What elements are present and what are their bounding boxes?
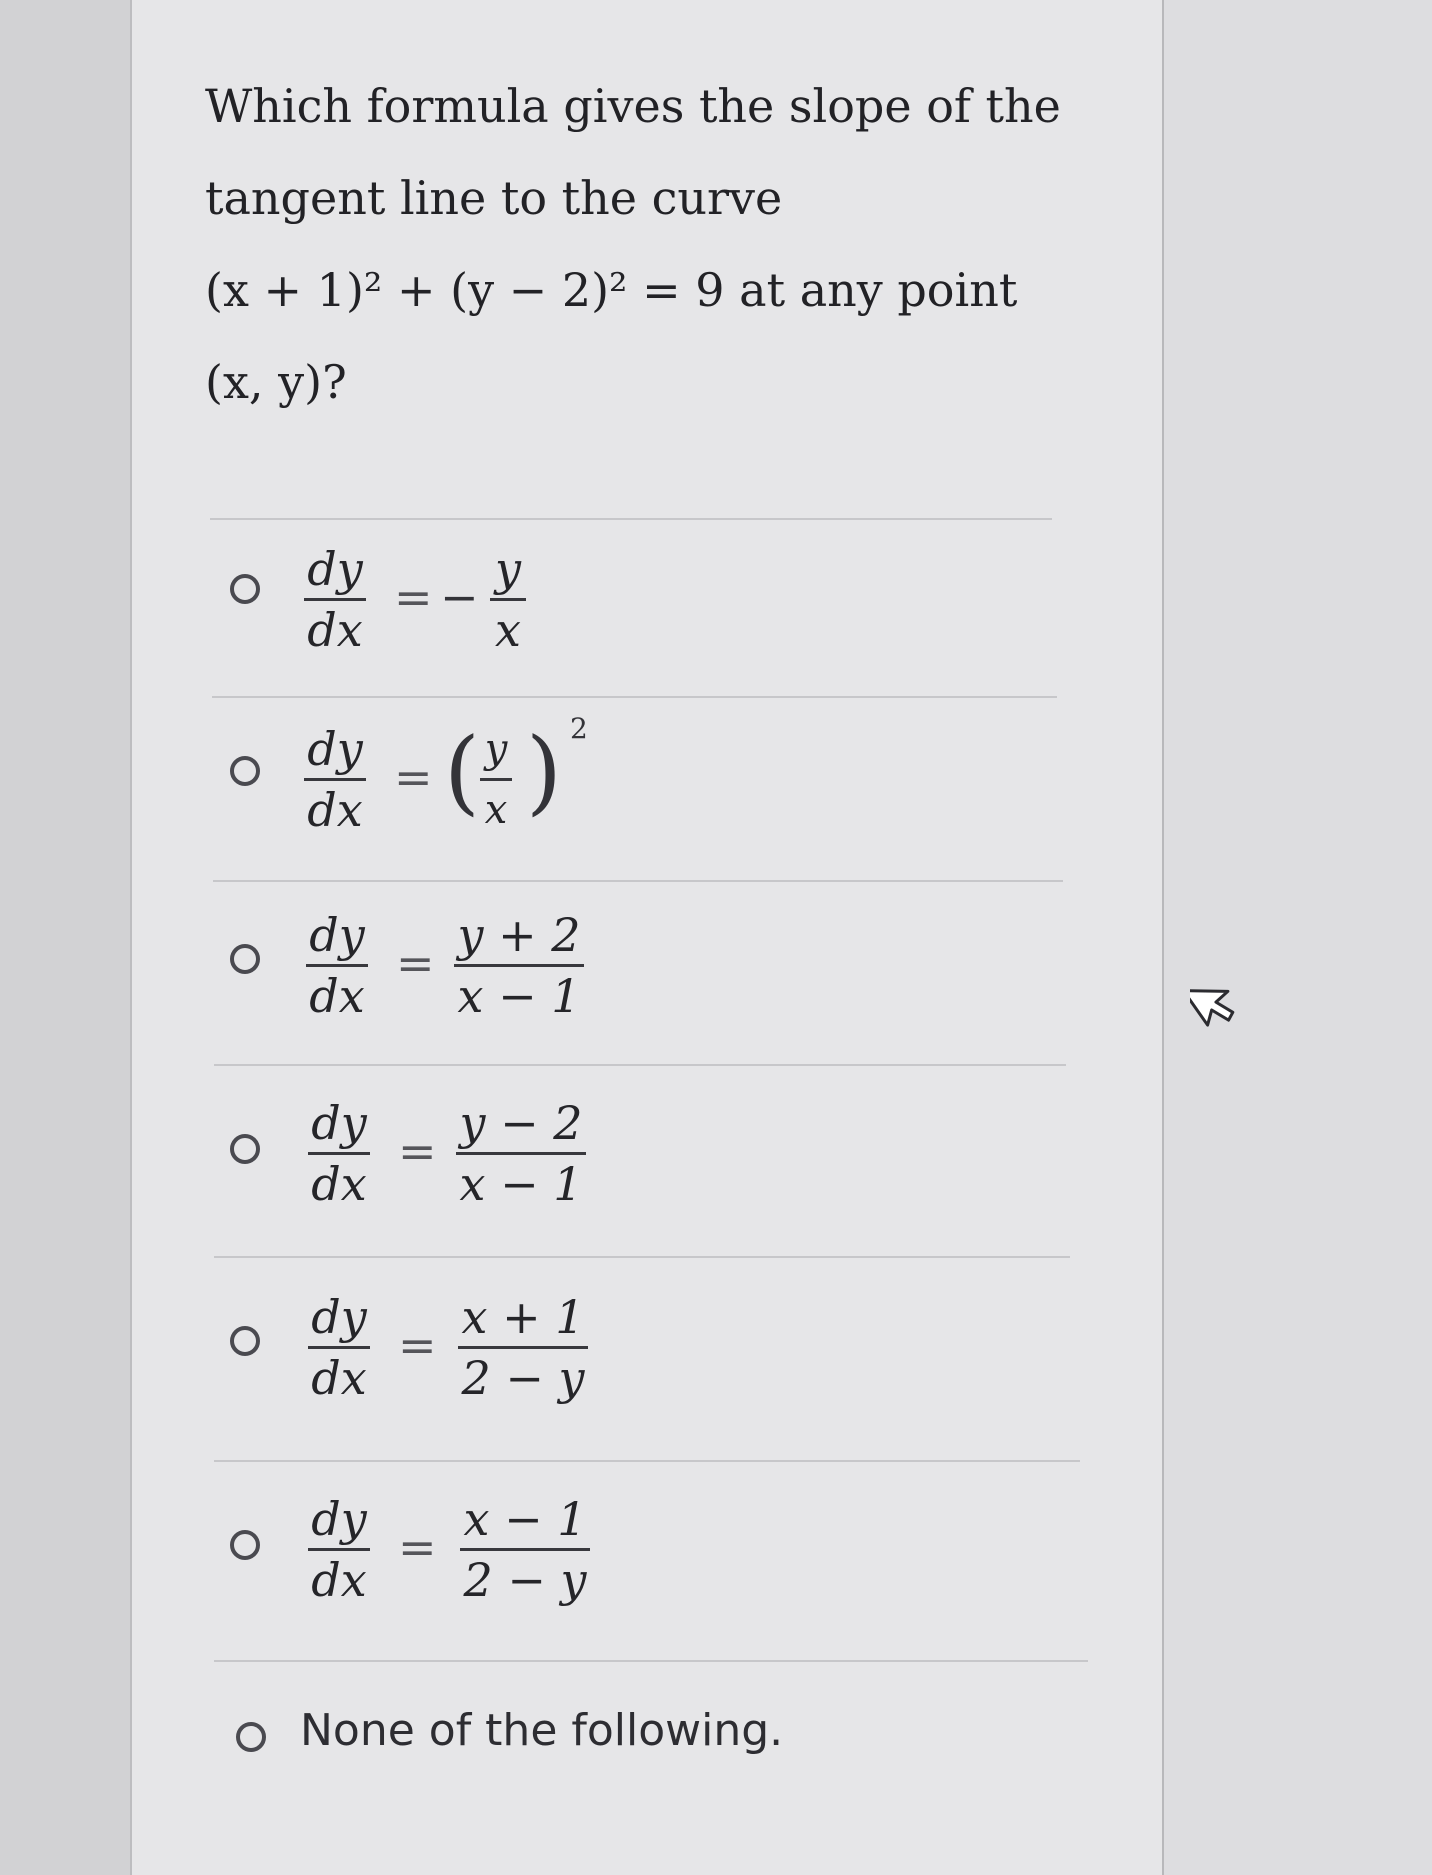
lhs-fraction: dy dx: [306, 906, 368, 1025]
radio-button[interactable]: [230, 944, 260, 974]
exponent: 2: [570, 712, 588, 745]
equals-sign: =: [398, 1124, 437, 1178]
close-paren: ): [526, 718, 562, 825]
lhs-fraction: dy dx: [308, 1288, 370, 1407]
question-line-3: (x + 1)² + (y − 2)² = 9 at any point: [205, 263, 1018, 317]
question-text: [205, 60, 1085, 428]
divider: [214, 1256, 1070, 1258]
background-right: [1164, 0, 1432, 1875]
option-6[interactable]: [228, 1484, 1068, 1634]
option-3[interactable]: [228, 902, 1068, 1052]
divider: [214, 1460, 1080, 1462]
radio-button[interactable]: [230, 574, 260, 604]
equals-sign: =: [398, 1318, 437, 1372]
lhs-fraction: dy dx: [308, 1490, 370, 1609]
rhs-fraction: x + 1 2 − y: [458, 1288, 588, 1407]
divider: [214, 1064, 1066, 1066]
lhs-fraction: dy dx: [308, 1094, 370, 1213]
divider: [214, 1660, 1088, 1662]
lhs-fraction: dy dx: [304, 720, 366, 839]
divider: [213, 880, 1063, 882]
open-paren: (: [444, 718, 480, 825]
background-left: [0, 0, 132, 1875]
rhs-fraction: x − 1 2 − y: [460, 1490, 590, 1609]
radio-button[interactable]: [230, 1326, 260, 1356]
divider: [212, 696, 1057, 698]
radio-button[interactable]: [230, 1530, 260, 1560]
radio-button[interactable]: [230, 756, 260, 786]
none-option-label[interactable]: None of the following.: [300, 1705, 784, 1756]
question-line-1: Which formula gives the slope of the: [205, 79, 1061, 133]
option-5[interactable]: [228, 1282, 1068, 1432]
option-1[interactable]: [228, 540, 1068, 690]
option-4[interactable]: [228, 1088, 1068, 1238]
radio-button[interactable]: [230, 1134, 260, 1164]
divider: [210, 518, 1052, 520]
mouse-pointer-icon: [1190, 972, 1250, 1036]
rhs-fraction: y x: [490, 540, 526, 659]
lhs-fraction: dy dx: [304, 540, 366, 659]
equals-sign: =: [394, 750, 433, 804]
rhs-fraction: y x: [480, 720, 512, 839]
question-line-4: (x, y)?: [205, 355, 347, 409]
equals-sign: =: [398, 1520, 437, 1574]
rhs-fraction: y + 2 x − 1: [454, 906, 584, 1025]
equals-sign: =: [396, 936, 435, 990]
rhs-fraction: y − 2 x − 1: [456, 1094, 586, 1213]
minus-sign: −: [440, 570, 479, 624]
option-2[interactable]: [228, 712, 1068, 868]
radio-button-none[interactable]: [236, 1722, 266, 1752]
question-line-2: tangent line to the curve: [205, 171, 783, 225]
equals-sign: =: [394, 570, 433, 624]
